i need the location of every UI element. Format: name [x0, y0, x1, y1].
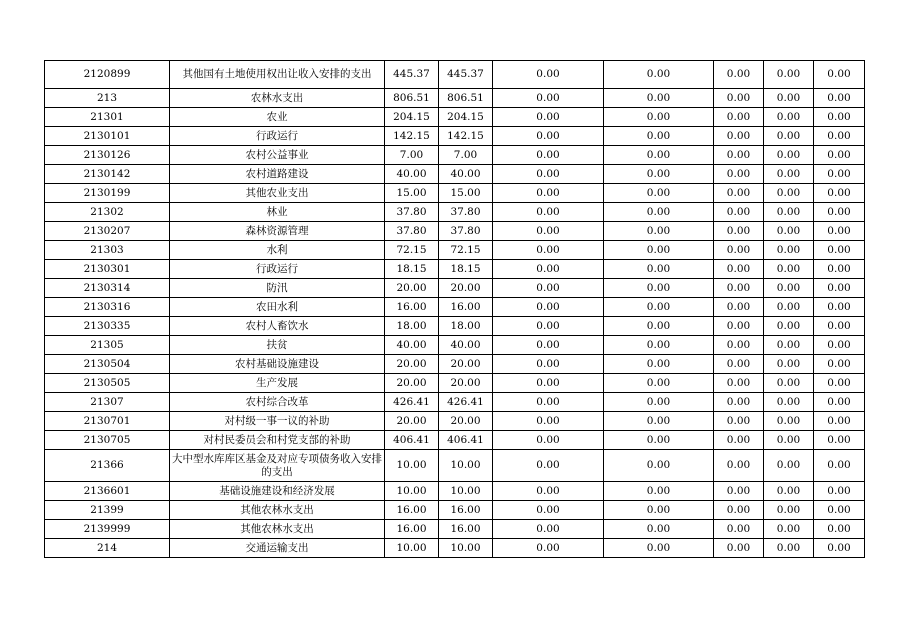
amount-total-cell: 806.51	[385, 89, 439, 108]
amount-total-cell: 426.41	[385, 393, 439, 412]
amount-col7-cell: 0.00	[714, 431, 764, 450]
amount-col7-cell: 0.00	[714, 482, 764, 501]
amount-col9-cell: 0.00	[814, 520, 865, 539]
amount-basic-cell: 806.51	[439, 89, 493, 108]
amount-col9-cell: 0.00	[814, 222, 865, 241]
amount-other-cell: 0.00	[604, 61, 714, 89]
code-cell: 2136601	[45, 482, 170, 501]
amount-col7-cell: 0.00	[714, 184, 764, 203]
amount-other-cell: 0.00	[604, 127, 714, 146]
amount-col7-cell: 0.00	[714, 89, 764, 108]
amount-project-cell: 0.00	[493, 108, 604, 127]
amount-other-cell: 0.00	[604, 520, 714, 539]
code-cell: 2130705	[45, 431, 170, 450]
amount-col9-cell: 0.00	[814, 127, 865, 146]
table-row	[45, 89, 865, 108]
table-row	[45, 393, 865, 412]
code-cell: 2130301	[45, 260, 170, 279]
amount-project-cell: 0.00	[493, 393, 604, 412]
amount-project-cell: 0.00	[493, 450, 604, 482]
amount-other-cell: 0.00	[604, 317, 714, 336]
amount-basic-cell: 20.00	[439, 374, 493, 393]
amount-col8-cell: 0.00	[764, 260, 814, 279]
name-cell: 基础设施建设和经济发展	[170, 482, 385, 501]
amount-project-cell: 0.00	[493, 431, 604, 450]
table-row	[45, 482, 865, 501]
table-row	[45, 317, 865, 336]
amount-other-cell: 0.00	[604, 374, 714, 393]
amount-col9-cell: 0.00	[814, 482, 865, 501]
table-row	[45, 355, 865, 374]
amount-col9-cell: 0.00	[814, 450, 865, 482]
amount-col8-cell: 0.00	[764, 539, 814, 558]
amount-total-cell: 72.15	[385, 241, 439, 260]
table-row	[45, 241, 865, 260]
amount-total-cell: 40.00	[385, 336, 439, 355]
amount-total-cell: 10.00	[385, 450, 439, 482]
amount-other-cell: 0.00	[604, 431, 714, 450]
name-cell: 大中型水库库区基金及对应专项债务收入安排的支出	[170, 450, 385, 482]
amount-col8-cell: 0.00	[764, 431, 814, 450]
amount-total-cell: 445.37	[385, 61, 439, 89]
amount-col8-cell: 0.00	[764, 61, 814, 89]
amount-total-cell: 20.00	[385, 412, 439, 431]
table-row	[45, 336, 865, 355]
amount-basic-cell: 142.15	[439, 127, 493, 146]
amount-col8-cell: 0.00	[764, 355, 814, 374]
amount-col9-cell: 0.00	[814, 279, 865, 298]
code-cell: 2130316	[45, 298, 170, 317]
code-cell: 2120899	[45, 61, 170, 89]
amount-col8-cell: 0.00	[764, 412, 814, 431]
code-cell: 2130505	[45, 374, 170, 393]
amount-col9-cell: 0.00	[814, 260, 865, 279]
table-row	[45, 412, 865, 431]
amount-total-cell: 18.00	[385, 317, 439, 336]
table-row	[45, 127, 865, 146]
amount-col8-cell: 0.00	[764, 450, 814, 482]
code-cell: 2130504	[45, 355, 170, 374]
amount-col9-cell: 0.00	[814, 317, 865, 336]
code-cell: 213	[45, 89, 170, 108]
table-row	[45, 279, 865, 298]
amount-other-cell: 0.00	[604, 184, 714, 203]
code-cell: 2130207	[45, 222, 170, 241]
amount-other-cell: 0.00	[604, 241, 714, 260]
amount-col8-cell: 0.00	[764, 501, 814, 520]
amount-col7-cell: 0.00	[714, 222, 764, 241]
amount-col7-cell: 0.00	[714, 203, 764, 222]
amount-col9-cell: 0.00	[814, 539, 865, 558]
table-row	[45, 184, 865, 203]
amount-col8-cell: 0.00	[764, 127, 814, 146]
amount-col8-cell: 0.00	[764, 374, 814, 393]
name-cell: 农村基础设施建设	[170, 355, 385, 374]
amount-project-cell: 0.00	[493, 127, 604, 146]
name-cell: 农业	[170, 108, 385, 127]
table-row	[45, 501, 865, 520]
name-cell: 行政运行	[170, 260, 385, 279]
amount-col7-cell: 0.00	[714, 520, 764, 539]
code-cell: 2139999	[45, 520, 170, 539]
amount-project-cell: 0.00	[493, 241, 604, 260]
name-cell: 农村道路建设	[170, 165, 385, 184]
amount-col7-cell: 0.00	[714, 374, 764, 393]
amount-total-cell: 18.15	[385, 260, 439, 279]
name-cell: 其他农林水支出	[170, 520, 385, 539]
amount-basic-cell: 37.80	[439, 222, 493, 241]
amount-project-cell: 0.00	[493, 298, 604, 317]
amount-total-cell: 20.00	[385, 355, 439, 374]
amount-col7-cell: 0.00	[714, 336, 764, 355]
code-cell: 21301	[45, 108, 170, 127]
table-row	[45, 374, 865, 393]
amount-basic-cell: 37.80	[439, 203, 493, 222]
amount-project-cell: 0.00	[493, 165, 604, 184]
amount-total-cell: 20.00	[385, 279, 439, 298]
amount-col9-cell: 0.00	[814, 241, 865, 260]
amount-other-cell: 0.00	[604, 412, 714, 431]
amount-col8-cell: 0.00	[764, 317, 814, 336]
name-cell: 农田水利	[170, 298, 385, 317]
name-cell: 森林资源管理	[170, 222, 385, 241]
amount-col9-cell: 0.00	[814, 412, 865, 431]
amount-col7-cell: 0.00	[714, 279, 764, 298]
amount-col9-cell: 0.00	[814, 501, 865, 520]
amount-col9-cell: 0.00	[814, 108, 865, 127]
code-cell: 21366	[45, 450, 170, 482]
amount-total-cell: 204.15	[385, 108, 439, 127]
amount-col9-cell: 0.00	[814, 393, 865, 412]
amount-total-cell: 142.15	[385, 127, 439, 146]
amount-col8-cell: 0.00	[764, 165, 814, 184]
code-cell: 2130199	[45, 184, 170, 203]
amount-project-cell: 0.00	[493, 539, 604, 558]
name-cell: 其他农业支出	[170, 184, 385, 203]
amount-other-cell: 0.00	[604, 539, 714, 558]
amount-basic-cell: 16.00	[439, 501, 493, 520]
name-cell: 农林水支出	[170, 89, 385, 108]
amount-col9-cell: 0.00	[814, 355, 865, 374]
amount-col7-cell: 0.00	[714, 393, 764, 412]
amount-col7-cell: 0.00	[714, 412, 764, 431]
amount-total-cell: 16.00	[385, 520, 439, 539]
amount-project-cell: 0.00	[493, 520, 604, 539]
amount-other-cell: 0.00	[604, 165, 714, 184]
name-cell: 水利	[170, 241, 385, 260]
amount-basic-cell: 10.00	[439, 482, 493, 501]
amount-total-cell: 37.80	[385, 222, 439, 241]
amount-col9-cell: 0.00	[814, 374, 865, 393]
amount-other-cell: 0.00	[604, 450, 714, 482]
code-cell: 21302	[45, 203, 170, 222]
budget-table	[44, 60, 865, 558]
amount-col7-cell: 0.00	[714, 108, 764, 127]
amount-basic-cell: 16.00	[439, 298, 493, 317]
amount-basic-cell: 7.00	[439, 146, 493, 165]
table-row	[45, 431, 865, 450]
amount-project-cell: 0.00	[493, 355, 604, 374]
amount-col8-cell: 0.00	[764, 482, 814, 501]
code-cell: 21307	[45, 393, 170, 412]
amount-col8-cell: 0.00	[764, 336, 814, 355]
amount-col8-cell: 0.00	[764, 89, 814, 108]
amount-col9-cell: 0.00	[814, 89, 865, 108]
table-body	[45, 61, 865, 558]
table-row	[45, 165, 865, 184]
amount-project-cell: 0.00	[493, 61, 604, 89]
amount-col7-cell: 0.00	[714, 61, 764, 89]
amount-basic-cell: 40.00	[439, 336, 493, 355]
amount-other-cell: 0.00	[604, 482, 714, 501]
amount-col7-cell: 0.00	[714, 501, 764, 520]
amount-col9-cell: 0.00	[814, 336, 865, 355]
amount-other-cell: 0.00	[604, 89, 714, 108]
amount-col7-cell: 0.00	[714, 127, 764, 146]
amount-other-cell: 0.00	[604, 336, 714, 355]
amount-col8-cell: 0.00	[764, 279, 814, 298]
name-cell: 对村级一事一议的补助	[170, 412, 385, 431]
table-row	[45, 520, 865, 539]
amount-col7-cell: 0.00	[714, 165, 764, 184]
amount-col9-cell: 0.00	[814, 146, 865, 165]
code-cell: 2130142	[45, 165, 170, 184]
amount-basic-cell: 10.00	[439, 539, 493, 558]
amount-basic-cell: 40.00	[439, 165, 493, 184]
name-cell: 农村人畜饮水	[170, 317, 385, 336]
amount-basic-cell: 426.41	[439, 393, 493, 412]
amount-col7-cell: 0.00	[714, 241, 764, 260]
table-row	[45, 203, 865, 222]
code-cell: 2130101	[45, 127, 170, 146]
amount-col7-cell: 0.00	[714, 260, 764, 279]
amount-total-cell: 406.41	[385, 431, 439, 450]
amount-col8-cell: 0.00	[764, 222, 814, 241]
amount-col9-cell: 0.00	[814, 203, 865, 222]
amount-col7-cell: 0.00	[714, 146, 764, 165]
amount-total-cell: 16.00	[385, 501, 439, 520]
amount-basic-cell: 10.00	[439, 450, 493, 482]
code-cell: 2130314	[45, 279, 170, 298]
name-cell: 对村民委员会和村党支部的补助	[170, 431, 385, 450]
amount-basic-cell: 16.00	[439, 520, 493, 539]
amount-project-cell: 0.00	[493, 317, 604, 336]
amount-col7-cell: 0.00	[714, 450, 764, 482]
code-cell: 21305	[45, 336, 170, 355]
name-cell: 扶贫	[170, 336, 385, 355]
amount-project-cell: 0.00	[493, 336, 604, 355]
amount-col7-cell: 0.00	[714, 298, 764, 317]
amount-project-cell: 0.00	[493, 89, 604, 108]
amount-basic-cell: 406.41	[439, 431, 493, 450]
amount-project-cell: 0.00	[493, 260, 604, 279]
code-cell: 2130701	[45, 412, 170, 431]
code-cell: 2130126	[45, 146, 170, 165]
amount-col8-cell: 0.00	[764, 298, 814, 317]
amount-basic-cell: 445.37	[439, 61, 493, 89]
amount-total-cell: 10.00	[385, 539, 439, 558]
amount-col9-cell: 0.00	[814, 184, 865, 203]
table-row	[45, 539, 865, 558]
amount-col8-cell: 0.00	[764, 241, 814, 260]
amount-total-cell: 20.00	[385, 374, 439, 393]
amount-basic-cell: 15.00	[439, 184, 493, 203]
amount-col9-cell: 0.00	[814, 298, 865, 317]
amount-other-cell: 0.00	[604, 146, 714, 165]
amount-other-cell: 0.00	[604, 298, 714, 317]
amount-col8-cell: 0.00	[764, 108, 814, 127]
code-cell: 21399	[45, 501, 170, 520]
table-row	[45, 146, 865, 165]
table-row	[45, 61, 865, 89]
amount-project-cell: 0.00	[493, 374, 604, 393]
amount-col7-cell: 0.00	[714, 355, 764, 374]
name-cell: 林业	[170, 203, 385, 222]
table-row	[45, 222, 865, 241]
amount-total-cell: 15.00	[385, 184, 439, 203]
amount-col8-cell: 0.00	[764, 393, 814, 412]
amount-project-cell: 0.00	[493, 203, 604, 222]
amount-other-cell: 0.00	[604, 260, 714, 279]
amount-project-cell: 0.00	[493, 146, 604, 165]
amount-total-cell: 10.00	[385, 482, 439, 501]
name-cell: 农村综合改革	[170, 393, 385, 412]
amount-project-cell: 0.00	[493, 279, 604, 298]
amount-basic-cell: 18.15	[439, 260, 493, 279]
amount-basic-cell: 18.00	[439, 317, 493, 336]
amount-col7-cell: 0.00	[714, 317, 764, 336]
table-row	[45, 450, 865, 482]
amount-col9-cell: 0.00	[814, 431, 865, 450]
amount-other-cell: 0.00	[604, 203, 714, 222]
amount-col9-cell: 0.00	[814, 165, 865, 184]
amount-project-cell: 0.00	[493, 482, 604, 501]
amount-col8-cell: 0.00	[764, 520, 814, 539]
amount-basic-cell: 20.00	[439, 279, 493, 298]
amount-other-cell: 0.00	[604, 393, 714, 412]
amount-project-cell: 0.00	[493, 412, 604, 431]
amount-basic-cell: 72.15	[439, 241, 493, 260]
amount-total-cell: 37.80	[385, 203, 439, 222]
amount-total-cell: 16.00	[385, 298, 439, 317]
amount-col7-cell: 0.00	[714, 539, 764, 558]
table-row	[45, 260, 865, 279]
name-cell: 行政运行	[170, 127, 385, 146]
table-row	[45, 298, 865, 317]
amount-total-cell: 40.00	[385, 165, 439, 184]
amount-other-cell: 0.00	[604, 501, 714, 520]
amount-other-cell: 0.00	[604, 108, 714, 127]
amount-col8-cell: 0.00	[764, 146, 814, 165]
code-cell: 2130335	[45, 317, 170, 336]
amount-col8-cell: 0.00	[764, 203, 814, 222]
amount-other-cell: 0.00	[604, 279, 714, 298]
name-cell: 防汛	[170, 279, 385, 298]
code-cell: 214	[45, 539, 170, 558]
amount-other-cell: 0.00	[604, 355, 714, 374]
code-cell: 21303	[45, 241, 170, 260]
amount-other-cell: 0.00	[604, 222, 714, 241]
amount-basic-cell: 20.00	[439, 412, 493, 431]
amount-basic-cell: 20.00	[439, 355, 493, 374]
table-row	[45, 108, 865, 127]
amount-col9-cell: 0.00	[814, 61, 865, 89]
name-cell: 农村公益事业	[170, 146, 385, 165]
amount-project-cell: 0.00	[493, 222, 604, 241]
amount-total-cell: 7.00	[385, 146, 439, 165]
name-cell: 生产发展	[170, 374, 385, 393]
name-cell: 交通运输支出	[170, 539, 385, 558]
amount-basic-cell: 204.15	[439, 108, 493, 127]
amount-project-cell: 0.00	[493, 501, 604, 520]
amount-project-cell: 0.00	[493, 184, 604, 203]
name-cell: 其他国有土地使用权出让收入安排的支出	[170, 61, 385, 89]
amount-col8-cell: 0.00	[764, 184, 814, 203]
name-cell: 其他农林水支出	[170, 501, 385, 520]
